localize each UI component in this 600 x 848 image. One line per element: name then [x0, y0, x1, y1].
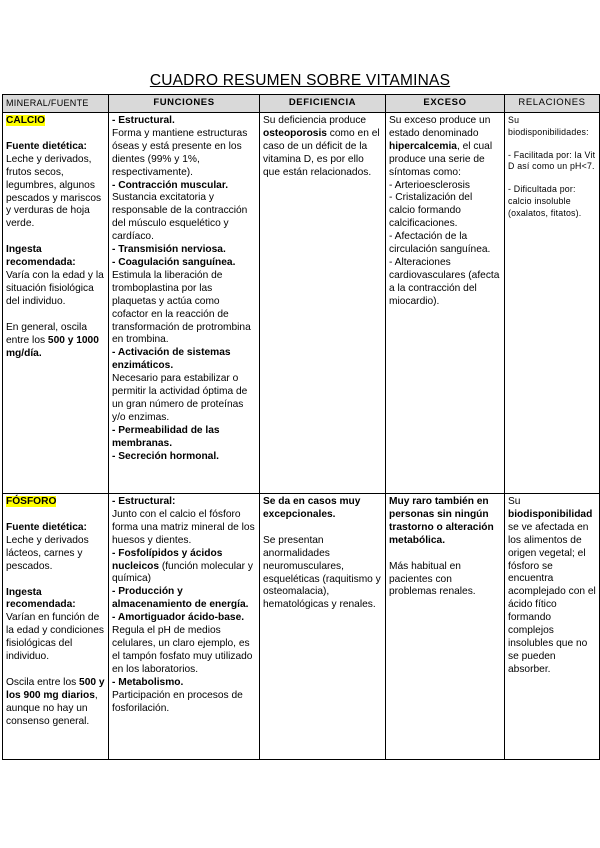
calcio-mineral-cell [3, 113, 109, 494]
fosforo-exceso-bold: Muy raro también en personas sin ningún trastorno o alteración metabólica. [389, 496, 494, 546]
calcio-relaciones-cell [505, 113, 600, 494]
list-item: - Afectación de la circulación sanguínea. [389, 231, 491, 256]
table-header-row [3, 95, 600, 113]
fosforo-ingesta-text: Varían en función de la edad y condiciones fisiológicas del individuo. [6, 612, 104, 663]
calcio-permeabilidad-label: - Permeabilidad de las membranas. [112, 424, 220, 449]
calcio-ingesta-text: Varía con la edad y la situación fisiológica del individuo. [6, 270, 104, 307]
fosforo-fuente-text: Leche y derivados lácteos, carnes y pescados. [6, 534, 89, 572]
summary-table [2, 94, 600, 760]
fosforo-relaciones-cell [505, 494, 600, 760]
calcio-activacion-label: - Activación de sistemas enzimáticos. [112, 347, 231, 372]
calcio-estructural-text: Forma y mantiene estructuras óseas y está presente en los dientes (99% y 1%, respectivamente). [112, 127, 248, 178]
calcio-contraccion-text: Sustancia excitatoria y responsable de la contracción del músculo esquelético y cardíaco. [112, 192, 248, 243]
calcio-exceso-cell [386, 113, 505, 494]
fosforo-produccion-label: - Producción y almacenamiento de energía. [112, 586, 249, 611]
calcio-coagulacion-text: Estimula la liberación de tromboplastina por las plaquetas y actúa como cofactor en la reacción de transformación de protrombina en trombina. [112, 269, 251, 346]
header-relaciones: RELACIONES [505, 95, 600, 113]
list-item: - Alteraciones cardiovasculares (afecta a la contracción del miocardio). [389, 256, 500, 307]
calcio-relaciones-intro: Su biodisponibilidades: [508, 115, 589, 137]
header-mineral: MINERAL/FUENTE [3, 95, 109, 113]
fosforo-amortiguador: - Amortiguador ácido-base. Regula el pH de medios celulares, un claro ejemplo, es el tampón fosfato muy utilizado en los laboratorios. [112, 612, 253, 675]
fosforo-mineral-cell [3, 494, 109, 760]
header-funciones: FUNCIONES [109, 95, 260, 113]
header-deficiencia: DEFICIENCIA [260, 95, 386, 113]
calcio-name: CALCIO [6, 115, 46, 126]
list-item: - Arterioesclerosis [389, 179, 470, 191]
header-exceso: EXCESO [386, 95, 505, 113]
list-item: - Cristalización del calcio formando calcificaciones. [389, 192, 473, 230]
page-title: CUADRO RESUMEN SOBRE VITAMINAS [149, 72, 451, 89]
fosforo-ingesta-label: Ingesta recomendada: [6, 586, 76, 611]
calcio-oscila: En general, oscila entre los 500 y 1000 mg/día. [6, 321, 99, 359]
calcio-fuente-text: Leche y derivados, frutos secos, legumbres, algunos pescados y mariscos y verduras de hoja verde. [6, 153, 102, 230]
fosforo-estructural-label: - Estructural: [112, 496, 176, 507]
fosforo-fuente-label: Fuente dietética: [6, 521, 87, 533]
fosforo-deficiencia-cell [260, 494, 386, 760]
fosforo-fosfolipidos: - Fosfolípidos y ácidos nucleicos (función molecular y química) [112, 547, 253, 585]
calcio-ingesta-label: Ingesta recomendada: [6, 244, 76, 269]
table-row-calcio [3, 113, 600, 494]
fosforo-exceso-cell [386, 494, 505, 760]
fosforo-deficiencia-bold: Se da en casos muy excepcionales. [263, 496, 361, 520]
fosforo-relaciones-text: Su biodisponibilidad se ve afectada en los alimentos de origen vegetal; el fósforo se encuentra acomplejado con el ácido fítico formando complejos insolubles que no se pueden absorber. [508, 496, 596, 675]
calcio-transmision-label: - Transmisión nerviosa. [112, 244, 226, 256]
calcio-secrecion-label: - Secreción hormonal. [112, 450, 219, 462]
calcio-relaciones-item1: - Facilitada por: la Vit D así como un pH<7. [508, 149, 596, 172]
calcio-exceso-text: Su exceso produce un estado denominado hipercalcemia, el cual produce una serie de síntomas como: [389, 115, 493, 178]
fosforo-metabolismo-text: Participación en procesos de fosforilación. [112, 689, 243, 714]
fosforo-exceso-text: Más habitual en pacientes con problemas renales. [389, 560, 476, 598]
fosforo-name: FÓSFORO [6, 496, 57, 507]
fosforo-oscila: Oscila entre los 500 y los 900 mg diarios, aunque no hay un consenso general. [6, 676, 105, 727]
table-row-fosforo [3, 494, 600, 760]
fosforo-funciones-cell [109, 494, 260, 760]
calcio-activacion-text: Necesario para estabilizar o permitir la actividad óptima de un gran número de proteínas y/o enzimas. [112, 373, 248, 423]
fosforo-metabolismo-label: - Metabolismo. [112, 676, 184, 688]
calcio-deficiencia-text: Su deficiencia produce osteoporosis como en el caso de un déficit de la vitamina D, es por ello que están relacionados. [263, 115, 380, 178]
calcio-coagulacion-label: - Coagulación sanguínea. [112, 256, 236, 268]
calcio-deficiencia-cell [260, 113, 386, 494]
fosforo-estructural-text: Junto con el calcio el fósforo forma una matriz mineral de los huesos y dientes. [112, 508, 255, 546]
calcio-contraccion-label: - Contracción muscular. [112, 179, 229, 191]
calcio-fuente-label: Fuente dietética: [6, 140, 87, 152]
calcio-relaciones-item2: - Dificultada por: calcio insoluble (oxalatos, fitatos). [508, 184, 582, 218]
calcio-estructural-label: - Estructural. [112, 115, 175, 126]
fosforo-deficiencia-text: Se presentan anormalidades neuromusculares, esqueléticas (raquitismo y osteomalacia), hematológicas y renales. [263, 534, 381, 611]
calcio-funciones-cell [109, 113, 260, 494]
